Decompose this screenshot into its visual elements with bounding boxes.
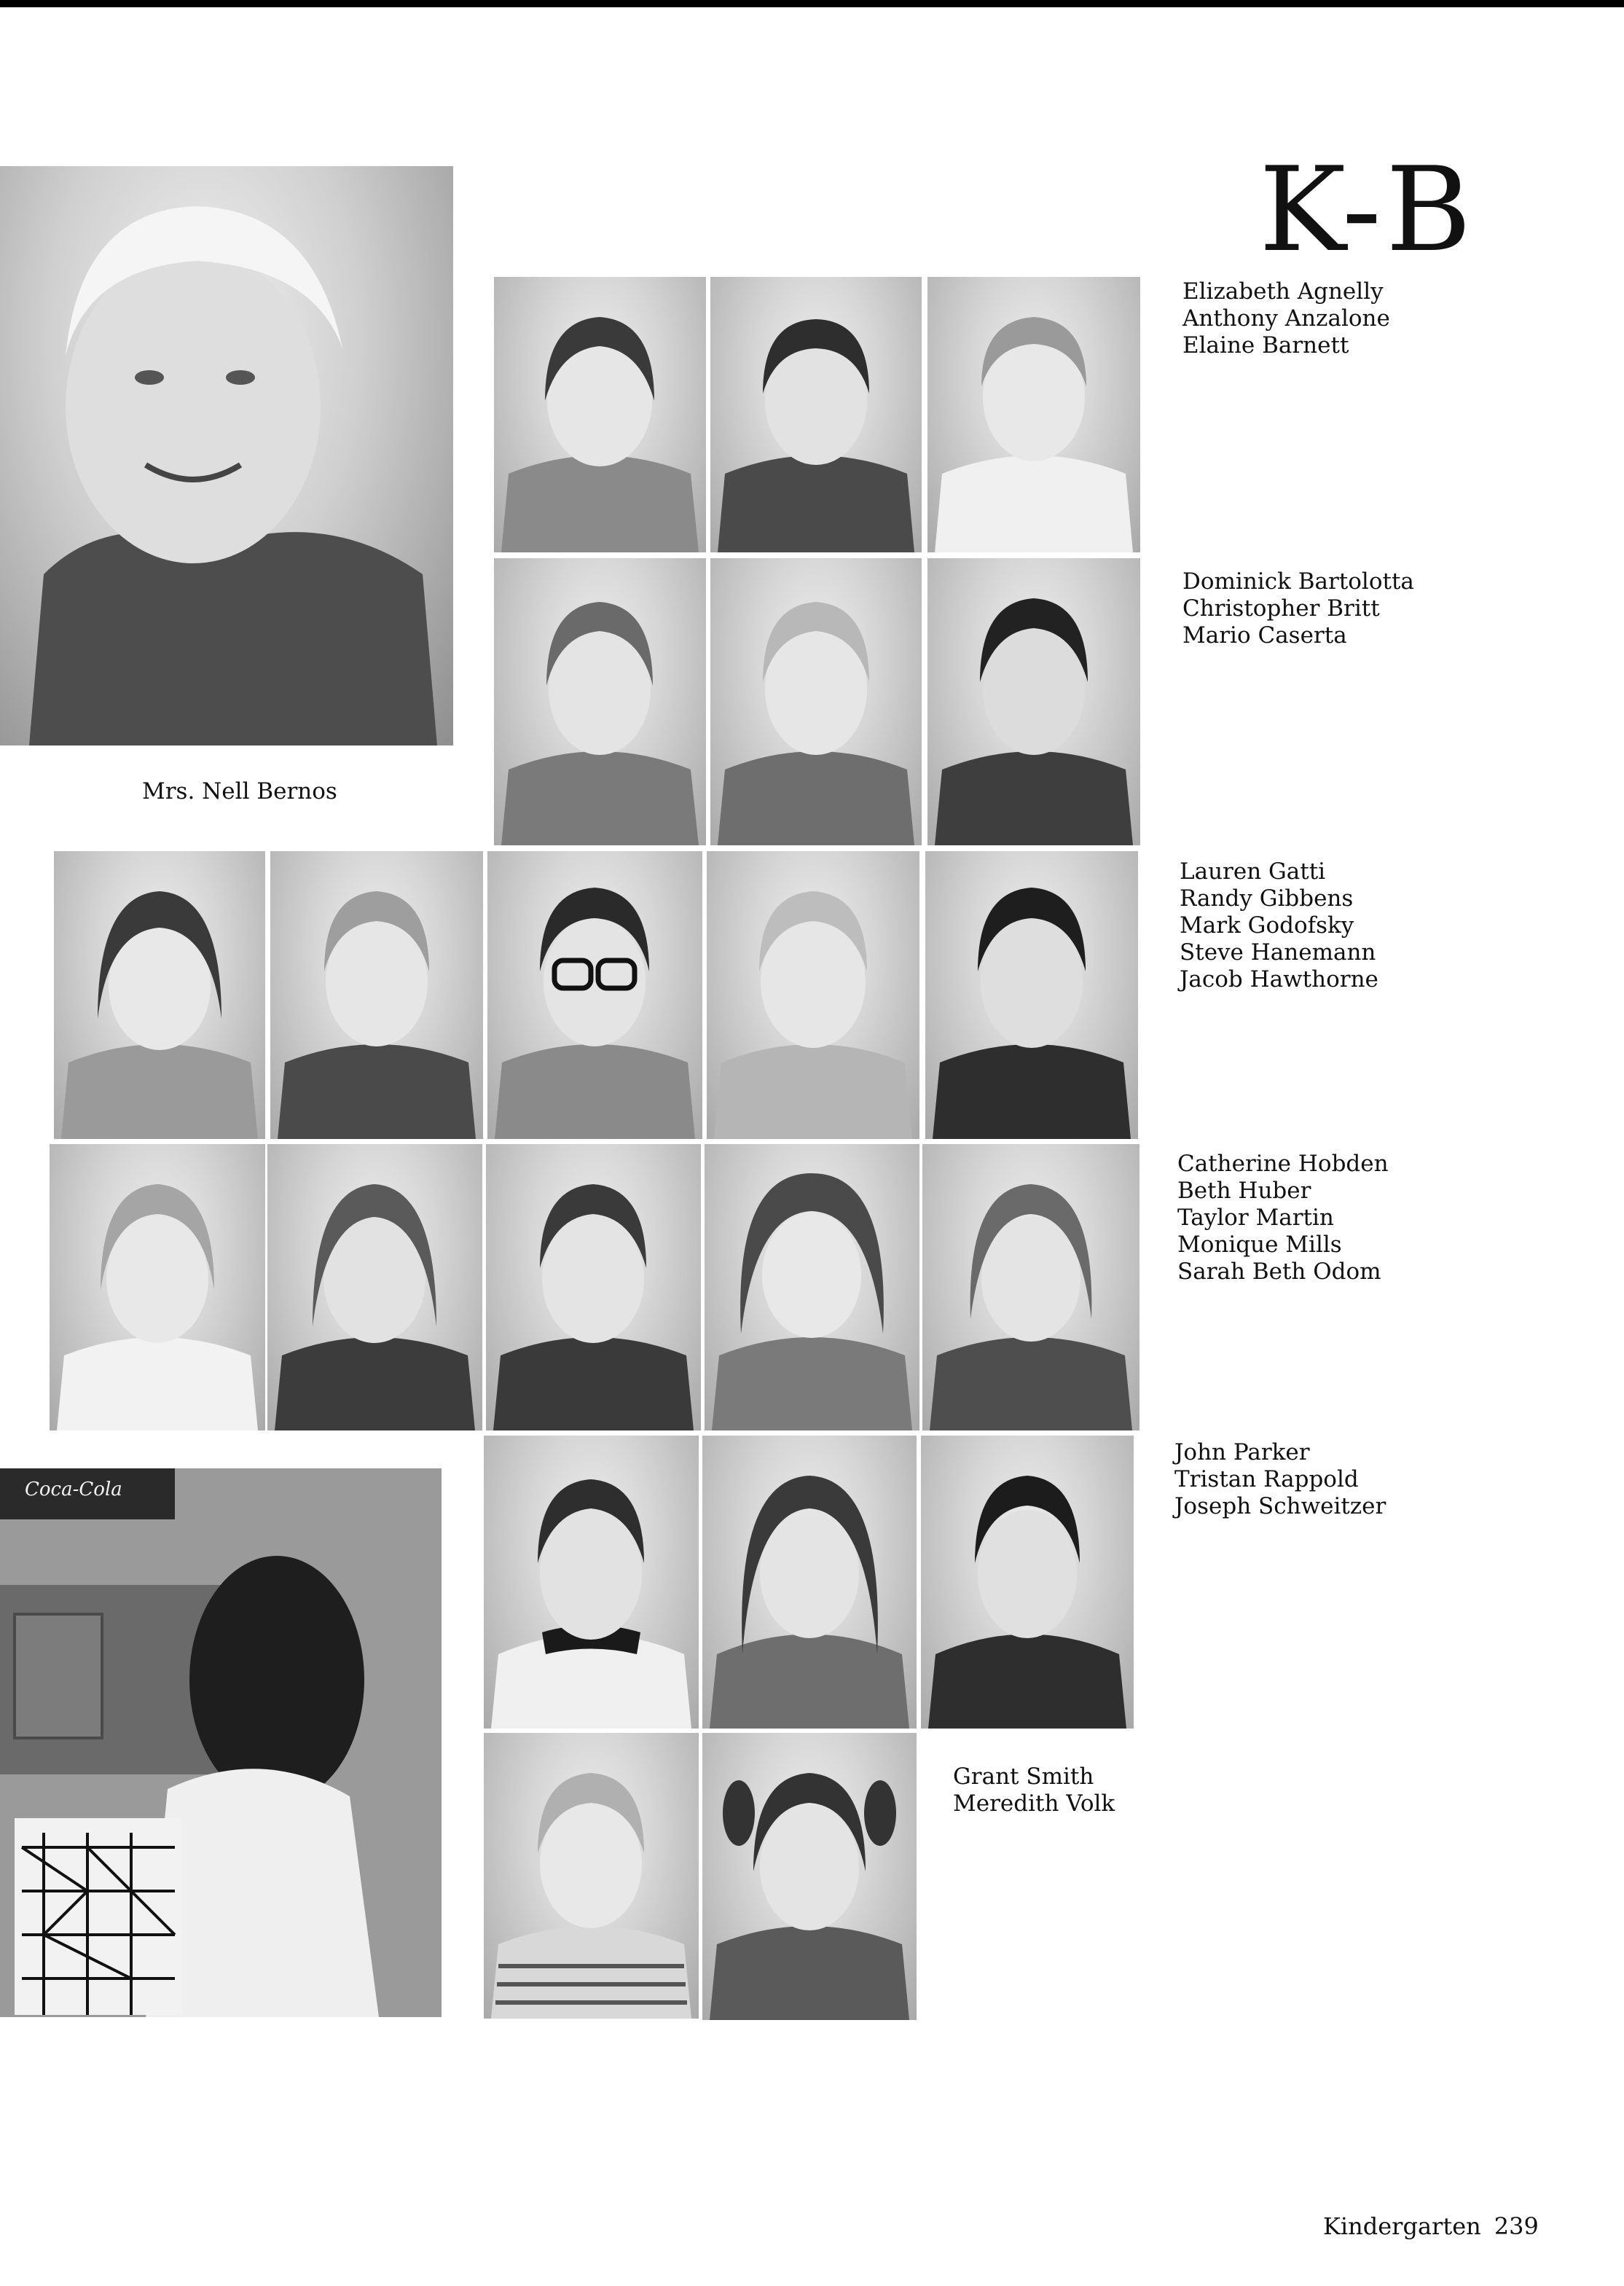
student-name: Dominick Bartolotta	[1182, 568, 1414, 595]
student-name: Steve Hanemann	[1180, 939, 1376, 966]
name-group	[1177, 1151, 1389, 1285]
student-portrait	[710, 277, 922, 552]
student-portrait	[270, 851, 483, 1139]
student-name: Catherine Hobden	[1177, 1151, 1389, 1177]
student-portrait	[925, 851, 1138, 1139]
student-portrait	[705, 1144, 919, 1430]
student-name: Grant Smith	[953, 1764, 1094, 1790]
student-portrait	[702, 1436, 917, 1729]
name-group	[1182, 278, 1390, 359]
student-portrait	[50, 1144, 265, 1430]
page-footer	[1323, 2212, 1552, 2240]
student-name: Monique Mills	[1177, 1232, 1342, 1258]
student-name: Randy Gibbens	[1180, 885, 1354, 912]
student-portrait	[927, 558, 1140, 845]
student-portrait	[54, 851, 265, 1139]
section-name: Kindergarten	[1323, 2212, 1481, 2240]
student-portrait	[927, 277, 1140, 552]
class-title: K-B	[1259, 141, 1476, 278]
student-name: Elizabeth Agnelly	[1182, 278, 1384, 305]
student-name: Beth Huber	[1177, 1178, 1311, 1204]
student-name: Sarah Beth Odom	[1177, 1259, 1381, 1285]
name-group	[1174, 1439, 1386, 1520]
student-name: Elaine Barnett	[1182, 332, 1349, 359]
student-name: Jacob Hawthorne	[1180, 966, 1378, 993]
student-name: Christopher Britt	[1182, 595, 1380, 622]
teacher-caption: Mrs. Nell Bernos	[142, 778, 337, 805]
candid-classroom-photo	[0, 1468, 442, 2017]
student-name: Anthony Anzalone	[1182, 305, 1390, 332]
name-group	[1182, 568, 1414, 649]
student-portrait	[494, 558, 706, 845]
student-name: John Parker	[1174, 1439, 1310, 1465]
student-name: Mark Godofsky	[1180, 912, 1354, 939]
student-portrait	[921, 1436, 1134, 1729]
student-name: Tristan Rappold	[1174, 1466, 1359, 1492]
student-name: Joseph Schweitzer	[1174, 1493, 1386, 1519]
page-number: 239	[1494, 2212, 1539, 2240]
student-portrait	[707, 851, 919, 1139]
student-name: Taylor Martin	[1177, 1205, 1334, 1231]
name-group	[953, 1764, 1115, 1817]
student-portrait	[487, 851, 702, 1139]
student-portrait	[710, 558, 922, 845]
student-portrait	[494, 277, 706, 552]
student-portrait	[922, 1144, 1139, 1430]
student-portrait	[484, 1733, 699, 2019]
page-top-edge	[0, 0, 1624, 7]
student-name: Lauren Gatti	[1180, 858, 1326, 885]
name-group	[1180, 858, 1378, 993]
student-name: Meredith Volk	[953, 1790, 1115, 1817]
coca-cola-sign: Coca-Cola	[25, 1479, 122, 1500]
teacher-portrait-photo	[0, 166, 453, 745]
student-name: Mario Caserta	[1182, 622, 1347, 649]
student-portrait	[267, 1144, 482, 1430]
student-portrait	[702, 1733, 917, 2020]
student-portrait	[486, 1144, 701, 1430]
student-portrait	[484, 1436, 699, 1729]
